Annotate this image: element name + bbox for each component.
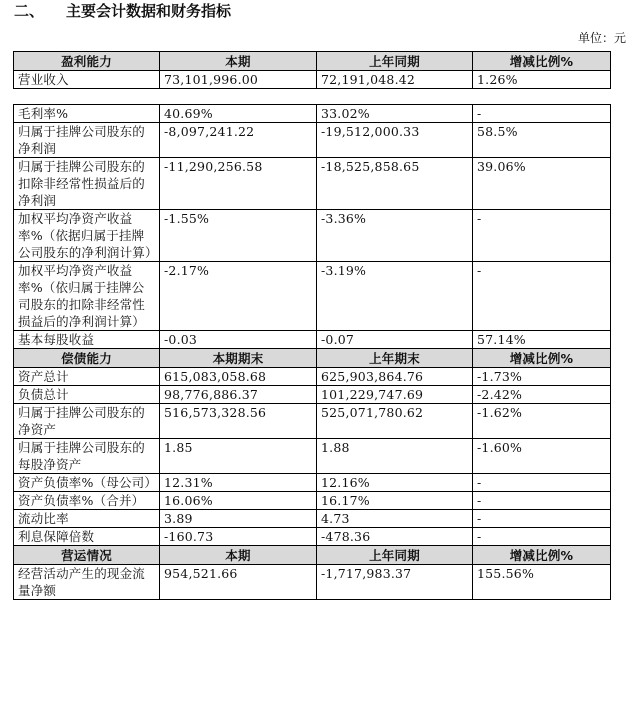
value-cell: -: [473, 510, 611, 528]
value-cell: 16.17%: [317, 492, 473, 510]
unit-label: 单位：元: [577, 31, 626, 45]
value-cell: -11,290,256.58: [160, 158, 317, 210]
section-number: 二、: [14, 2, 45, 20]
value-cell: 625,903,864.76: [317, 368, 473, 386]
value-cell: -8,097,241.22: [160, 123, 317, 158]
value-cell: -3.36%: [317, 210, 473, 262]
value-cell: 12.16%: [317, 474, 473, 492]
value-cell: -2.17%: [160, 262, 317, 331]
header-cell: 上年同期: [317, 52, 473, 71]
financial-indicators-table: [13, 104, 611, 600]
header-cell: 本期: [160, 52, 317, 71]
table-row: [14, 210, 611, 262]
row-label: 归属于挂牌公司股东的净利润: [14, 123, 160, 158]
table-row: [14, 71, 611, 89]
row-label: 毛利率%: [14, 105, 160, 123]
row-label: 资产总计: [14, 368, 160, 386]
header-cell: 本期: [160, 546, 317, 565]
header-cell: 本期期末: [160, 349, 317, 368]
value-cell: -1.62%: [473, 404, 611, 439]
value-cell: 525,071,780.62: [317, 404, 473, 439]
value-cell: 954,521.66: [160, 565, 317, 600]
header-cell: 盈利能力: [14, 52, 160, 71]
row-label: 负债总计: [14, 386, 160, 404]
section-heading: [14, 0, 231, 22]
table-row: [14, 492, 611, 510]
value-cell: 1.26%: [473, 71, 611, 89]
value-cell: -: [473, 210, 611, 262]
value-cell: -: [473, 528, 611, 546]
value-cell: 16.06%: [160, 492, 317, 510]
solvency-header-row: [14, 349, 611, 368]
table-row: [14, 368, 611, 386]
table-row: [14, 510, 611, 528]
value-cell: 73,101,996.00: [160, 71, 317, 89]
value-cell: 4.73: [317, 510, 473, 528]
table-row: [14, 123, 611, 158]
row-label: 加权平均净资产收益率%（依归属于挂牌公司股东的扣除非经常性损益后的净利润计算）: [14, 262, 160, 331]
value-cell: 1.85: [160, 439, 317, 474]
value-cell: -478.36: [317, 528, 473, 546]
row-label: 营业收入: [14, 71, 160, 89]
value-cell: -1,717,983.37: [317, 565, 473, 600]
table-row: [14, 404, 611, 439]
value-cell: 155.56%: [473, 565, 611, 600]
value-cell: 101,229,747.69: [317, 386, 473, 404]
value-cell: -: [473, 262, 611, 331]
table-row: [14, 158, 611, 210]
table-row: [14, 262, 611, 331]
header-cell: 上年期末: [317, 349, 473, 368]
row-label: 资产负债率%（母公司）: [14, 474, 160, 492]
table-row: [14, 528, 611, 546]
value-cell: 98,776,886.37: [160, 386, 317, 404]
profit-header-row: [14, 52, 611, 71]
value-cell: 57.14%: [473, 331, 611, 349]
value-cell: -1.73%: [473, 368, 611, 386]
value-cell: 1.88: [317, 439, 473, 474]
table-row: [14, 105, 611, 123]
value-cell: -160.73: [160, 528, 317, 546]
row-label: 基本每股收益: [14, 331, 160, 349]
table-row: [14, 474, 611, 492]
row-label: 加权平均净资产收益率%（依据归属于挂牌公司股东的净利润计算）: [14, 210, 160, 262]
header-cell: 增减比例%: [473, 52, 611, 71]
value-cell: -: [473, 474, 611, 492]
profit-header-table: [13, 51, 611, 89]
value-cell: -: [473, 492, 611, 510]
row-label: 归属于挂牌公司股东的净资产: [14, 404, 160, 439]
header-cell: 偿债能力: [14, 349, 160, 368]
value-cell: 33.02%: [317, 105, 473, 123]
row-label: 归属于挂牌公司股东的扣除非经常性损益后的净利润: [14, 158, 160, 210]
row-label: 经营活动产生的现金流量净额: [14, 565, 160, 600]
value-cell: 516,573,328.56: [160, 404, 317, 439]
value-cell: 3.89: [160, 510, 317, 528]
value-cell: 40.69%: [160, 105, 317, 123]
value-cell: 72,191,048.42: [317, 71, 473, 89]
operation-header-row: [14, 546, 611, 565]
value-cell: -: [473, 105, 611, 123]
value-cell: 58.5%: [473, 123, 611, 158]
table-row: [14, 331, 611, 349]
header-cell: 上年同期: [317, 546, 473, 565]
header-cell: 增减比例%: [473, 349, 611, 368]
table-row: [14, 565, 611, 600]
value-cell: -1.55%: [160, 210, 317, 262]
section-title: 主要会计数据和财务指标: [66, 2, 232, 20]
value-cell: -0.03: [160, 331, 317, 349]
value-cell: -18,525,858.65: [317, 158, 473, 210]
value-cell: 39.06%: [473, 158, 611, 210]
header-cell: 增减比例%: [473, 546, 611, 565]
row-label: 资产负债率%（合并）: [14, 492, 160, 510]
row-label: 归属于挂牌公司股东的每股净资产: [14, 439, 160, 474]
value-cell: 615,083,058.68: [160, 368, 317, 386]
value-cell: -2.42%: [473, 386, 611, 404]
value-cell: -3.19%: [317, 262, 473, 331]
value-cell: -19,512,000.33: [317, 123, 473, 158]
value-cell: 12.31%: [160, 474, 317, 492]
table-row: [14, 386, 611, 404]
row-label: 利息保障倍数: [14, 528, 160, 546]
value-cell: -1.60%: [473, 439, 611, 474]
table-row: [14, 439, 611, 474]
row-label: 流动比率: [14, 510, 160, 528]
value-cell: -0.07: [317, 331, 473, 349]
header-cell: 营运情况: [14, 546, 160, 565]
